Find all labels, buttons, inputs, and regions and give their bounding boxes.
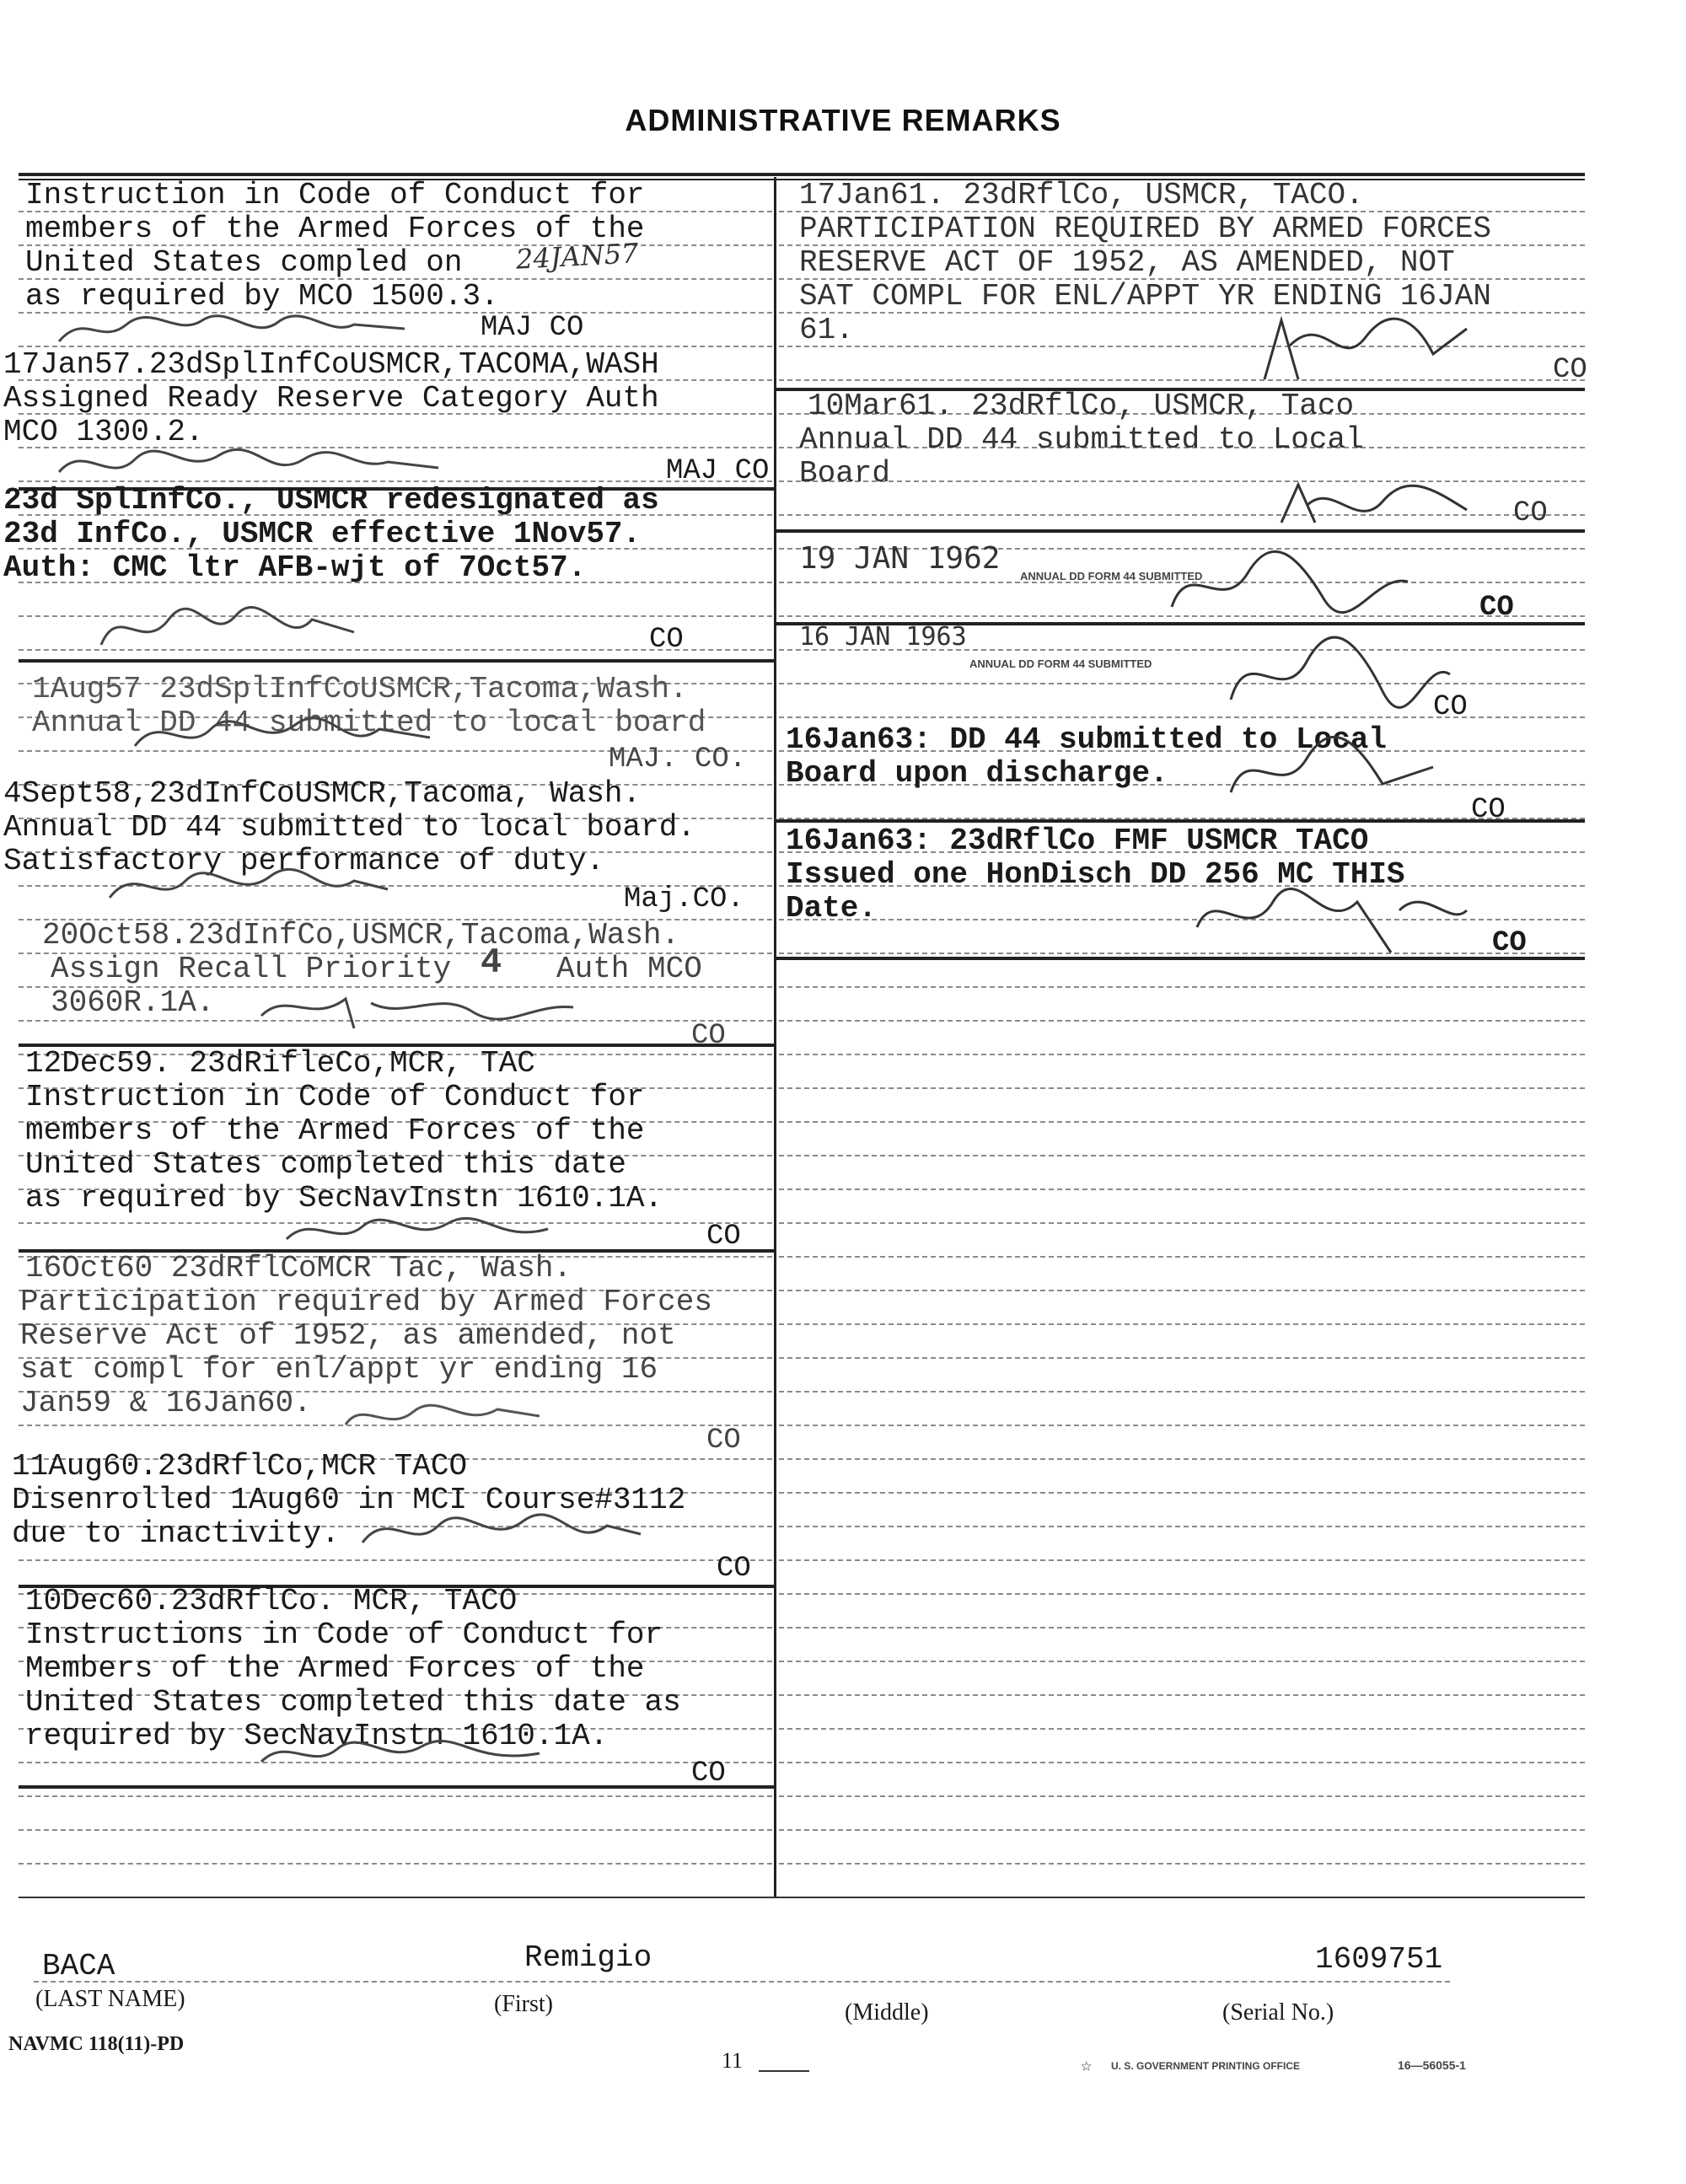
entry-line: members of the Armed Forces of the — [25, 212, 645, 246]
entry-line: 17Jan61. 23dRflCo, USMCR, TACO. — [799, 178, 1364, 212]
entry-line: Assign Recall Priority — [51, 952, 452, 986]
entry-line: 3060R.1A. — [51, 985, 215, 1020]
top-border — [19, 173, 1585, 176]
signature-graphic — [337, 1391, 556, 1441]
entry-line: 23d SplInfCo., USMCR redesignated as — [3, 483, 659, 518]
ruled-line — [779, 1391, 1585, 1393]
signature-graphic — [354, 1500, 658, 1559]
entry-line: 10Mar61. 23dRflCo, USMCR, Taco — [808, 389, 1355, 423]
entry-separator — [776, 957, 1585, 960]
ruled-line — [779, 1762, 1585, 1763]
rank-signoff: Maj.CO. — [624, 883, 744, 915]
column-divider — [774, 177, 776, 1897]
ruled-line — [19, 1559, 772, 1561]
ruled-line — [779, 1863, 1585, 1865]
ruled-line — [779, 1492, 1585, 1494]
entry-line: Annual DD 44 submitted to local board — [32, 706, 706, 740]
ruled-line — [779, 986, 1585, 988]
signature-graphic — [51, 303, 430, 354]
recall-priority: 4 — [481, 942, 502, 983]
serial-number-value: 1609751 — [1315, 1942, 1443, 1977]
form-id: NAVMC 118(11)-PD — [8, 2033, 185, 2055]
entry-line: PARTICIPATION REQUIRED BY ARMED FORCES — [799, 212, 1491, 246]
ruled-line — [779, 1087, 1585, 1089]
entry-line: Auth MCO — [556, 952, 702, 986]
serial-number-label: (Serial No.) — [1222, 1999, 1334, 2026]
entry-line: as required by SecNavInstn 1610.1A. — [25, 1181, 663, 1215]
entry-line: 17Jan57.23dSplInfCoUSMCR,TACOMA,WASH — [3, 347, 659, 382]
ruled-line — [19, 1863, 772, 1865]
ruled-line — [779, 1694, 1585, 1696]
entry-line: Auth: CMC ltr AFB-wjt of 7Oct57. — [3, 550, 587, 585]
entry-line: Annual DD 44 submitted to local board. — [3, 810, 695, 845]
ruled-line — [779, 1593, 1585, 1595]
entry-line: 10Dec60.23dRflCo. MCR, TACO — [25, 1584, 518, 1618]
signature-graphic — [1214, 624, 1467, 716]
signature-graphic — [126, 704, 447, 771]
ruled-line — [779, 1829, 1585, 1831]
ruled-line — [779, 1020, 1585, 1022]
entry-separator — [776, 529, 1585, 533]
signature-graphic — [253, 1728, 556, 1779]
entry-line: 16Oct60 23dRflCoMCR Tac, Wash. — [25, 1251, 572, 1285]
page-number-line — [759, 2070, 809, 2072]
entry-line: Instruction in Code of Conduct for — [25, 178, 645, 212]
rank-signoff: MAJ CO — [666, 455, 770, 487]
signature-graphic — [51, 438, 455, 489]
entry-line: 12Dec59. 23dRifleCo,MCR, TAC — [25, 1046, 535, 1081]
printer-label: U. S. GOVERNMENT PRINTING OFFICE — [1111, 2060, 1301, 2072]
ruled-line — [779, 1425, 1585, 1426]
entry-line: United States completed this date as — [25, 1685, 681, 1720]
star-icon: ☆ — [1081, 2056, 1093, 2077]
entry-line: Instructions in Code of Conduct for — [25, 1618, 663, 1652]
rank-signoff: CO — [1513, 497, 1548, 529]
entry-line: Board upon discharge. — [786, 756, 1168, 791]
ruled-line — [779, 1357, 1585, 1359]
page-title: ADMINISTRATIVE REMARKS — [625, 103, 1061, 137]
entry-line: Participation required by Armed Forces — [20, 1285, 712, 1319]
ruled-line — [779, 1054, 1585, 1055]
stamp-note: ANNUAL DD FORM 44 SUBMITTED — [969, 657, 1152, 670]
entry-line: Issued one HonDisch DD 256 MC THIS — [786, 857, 1405, 892]
entry-line: 4Sept58,23dInfCoUSMCR,Tacoma, Wash. — [3, 776, 642, 811]
ruled-line — [779, 1559, 1585, 1561]
ruled-line — [779, 1323, 1585, 1325]
entry-line: Jan59 & 16Jan60. — [20, 1386, 312, 1420]
entry-separator — [19, 659, 774, 663]
ruled-line — [779, 1728, 1585, 1730]
rank-signoff: CO — [1479, 592, 1514, 624]
ruled-line — [779, 1222, 1585, 1224]
handwritten-date: 24JAN57 — [515, 237, 640, 276]
ruled-line — [779, 1155, 1585, 1156]
entry-line: 11Aug60.23dRflCo,MCR TACO — [12, 1449, 468, 1484]
ruled-line — [779, 1290, 1585, 1291]
entry-line: Board — [799, 456, 891, 491]
rank-signoff: CO — [691, 1757, 726, 1790]
ruled-line — [19, 1829, 772, 1831]
entry-line: Members of the Armed Forces of the — [25, 1651, 645, 1686]
ruled-line — [779, 1627, 1585, 1629]
entry-line: SAT COMPL FOR ENL/APPT YR ENDING 16JAN — [799, 279, 1491, 314]
rank-signoff: CO — [706, 1221, 741, 1253]
entry-line: MCO 1300.2. — [3, 415, 204, 449]
entry-line: due to inactivity. — [12, 1516, 340, 1551]
rank-signoff: CO — [1492, 927, 1527, 959]
entry-line: required by SecNavInstn 1610.1A. — [25, 1719, 609, 1753]
date-stamp: 16 JAN 1963 — [799, 622, 967, 652]
table-bottom — [19, 1897, 1585, 1898]
rank-signoff: MAJ CO — [481, 312, 584, 344]
ruled-line — [779, 1189, 1585, 1190]
entry-separator — [776, 819, 1585, 823]
entry-line: Disenrolled 1Aug60 in MCI Course#3112 — [12, 1483, 686, 1517]
signature-graphic — [1248, 295, 1484, 396]
ruled-line — [779, 1526, 1585, 1527]
signature-graphic — [1155, 539, 1425, 624]
entry-line: Annual DD 44 submitted to Local — [799, 422, 1364, 457]
entry-line: United States completed this date — [25, 1147, 626, 1182]
entry-line: members of the Armed Forces of the — [25, 1113, 645, 1148]
ruled-line — [779, 1661, 1585, 1662]
rank-signoff: CO — [717, 1553, 751, 1585]
entry-line: 1Aug57 23dSplInfCoUSMCR,Tacoma,Wash. — [32, 672, 688, 706]
stamp-note: ANNUAL DD FORM 44 SUBMITTED — [1020, 570, 1203, 582]
rank-signoff: CO — [691, 1020, 726, 1052]
entry-line: United States compled on — [25, 245, 463, 280]
entry-line: 20Oct58.23dInfCo,USMCR,Tacoma,Wash. — [42, 918, 680, 952]
rank-signoff: CO — [1433, 691, 1468, 723]
signature-graphic — [253, 978, 607, 1037]
rank-signoff: MAJ. CO. — [609, 743, 747, 775]
signature-graphic — [278, 1205, 565, 1256]
printer-code: 16—56055-1 — [1398, 2058, 1466, 2072]
ruled-line — [19, 1795, 772, 1797]
rank-signoff: CO — [706, 1425, 741, 1457]
entry-line: 61. — [799, 313, 854, 347]
signature-graphic — [101, 856, 405, 915]
signature-graphic — [1214, 725, 1450, 809]
rank-signoff: CO — [649, 624, 684, 656]
entry-line: Reserve Act of 1952, as amended, not — [20, 1318, 676, 1353]
entry-line: RESERVE ACT OF 1952, AS AMENDED, NOT — [799, 245, 1455, 280]
entry-line: 16Jan63: 23dRflCo FMF USMCR TACO — [786, 824, 1369, 858]
last-name-value: BACA — [42, 1949, 115, 1983]
middle-name-label: (Middle) — [845, 1999, 929, 2026]
entry-line: Satisfactory performance of duty. — [3, 844, 604, 878]
ruled-line — [779, 1121, 1585, 1123]
first-name-value: Remigio — [524, 1940, 652, 1975]
page-number: 11 — [722, 2048, 744, 2073]
entry-line: 23d InfCo., USMCR effective 1Nov57. — [3, 517, 642, 551]
ruled-line — [779, 1795, 1585, 1797]
entry-separator — [19, 1785, 774, 1789]
entry-line: Assigned Ready Reserve Category Auth — [3, 381, 659, 416]
first-name-label: (First) — [494, 1991, 553, 2017]
ruled-line — [779, 1458, 1585, 1460]
last-name-label: (LAST NAME) — [35, 1986, 185, 2012]
rank-signoff: CO — [1553, 354, 1587, 386]
ruled-line — [779, 1256, 1585, 1258]
entry-line: sat compl for enl/appt yr ending 16 — [20, 1352, 658, 1387]
entry-line: Date. — [786, 891, 878, 926]
signature-graphic — [1180, 877, 1484, 961]
signature-graphic — [93, 594, 371, 662]
name-line — [34, 1981, 1450, 1983]
date-stamp: 19 JAN 1962 — [799, 541, 1001, 576]
entry-line: as required by MCO 1500.3. — [25, 279, 499, 314]
entry-line: Instruction in Code of Conduct for — [25, 1080, 645, 1114]
entry-line: 16Jan63: DD 44 submitted to Local — [786, 722, 1387, 757]
rank-signoff: CO — [1471, 794, 1506, 826]
